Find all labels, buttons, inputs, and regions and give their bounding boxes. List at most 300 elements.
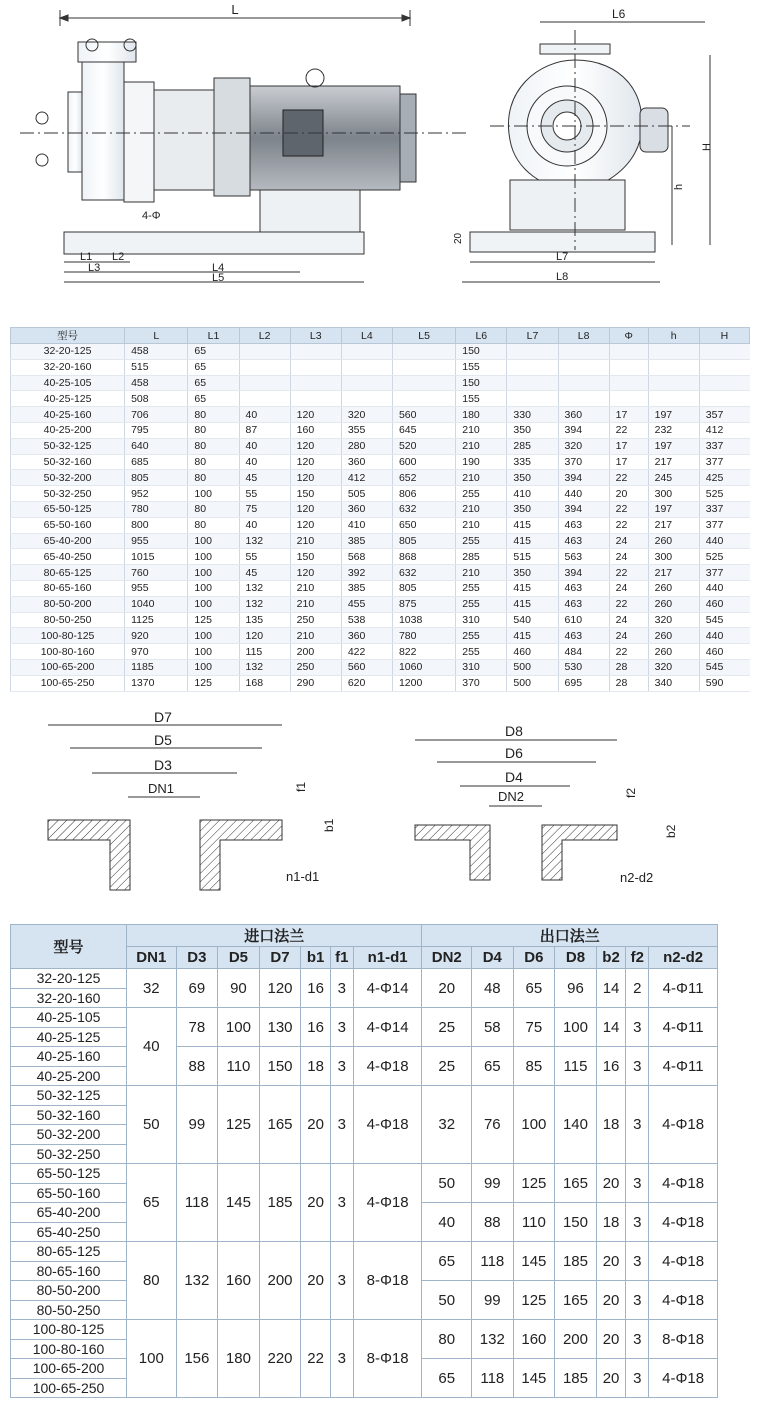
model-cell: 50-32-200 [11,1125,127,1145]
value-cell: 132 [239,533,290,549]
value-cell: 370 [558,454,609,470]
inlet-DN1-cell: 100 [127,1320,177,1398]
value-cell [392,375,455,391]
value-cell: 28 [609,675,648,691]
dim-table-row [11,470,750,486]
outlet-n2d2-cell: 4-Φ11 [649,1047,718,1086]
outlet-D4-cell: 99 [472,1281,514,1320]
inlet-D7-cell: 220 [259,1320,301,1398]
value-cell: 484 [558,644,609,660]
model-cell: 80-50-200 [11,1281,127,1301]
dim-table-row [11,580,750,596]
flange-sub-header-cell: DN1 [127,947,177,969]
value-cell: 55 [239,486,290,502]
value-cell: 415 [507,580,558,596]
value-cell: 385 [341,533,392,549]
model-cell: 65-50-160 [11,517,125,533]
inlet-n1d1-cell: 4-Φ18 [353,1086,422,1164]
value-cell: 335 [507,454,558,470]
value-cell: 100 [188,533,239,549]
inlet-D5-cell: 110 [218,1047,260,1086]
inlet-b1-cell: 16 [301,969,331,1008]
inlet-flange-drawing [48,709,336,890]
inlet-D5-cell: 180 [218,1320,260,1398]
value-cell: 463 [558,628,609,644]
label-D3: D3 [154,757,172,773]
value-cell: 160 [290,422,341,438]
value-cell [558,391,609,407]
flange-sub-header-cell: b1 [301,947,331,969]
value-cell: 22 [609,501,648,517]
value-cell: 260 [648,580,699,596]
inlet-DN1-cell: 65 [127,1164,177,1242]
value-cell [392,344,455,360]
inlet-f1-cell: 3 [330,969,353,1008]
inlet-b1-cell: 22 [301,1320,331,1398]
model-cell: 100-80-160 [11,1339,127,1359]
value-cell: 285 [456,549,507,565]
value-cell: 300 [648,486,699,502]
value-cell [392,391,455,407]
value-cell: 210 [290,596,341,612]
outlet-n2d2-cell: 8-Φ18 [649,1320,718,1359]
label-b2: b2 [664,824,678,838]
value-cell: 260 [648,644,699,660]
label-DN2: DN2 [498,789,525,804]
label-L1: L1 [80,251,93,263]
value-cell: 22 [609,596,648,612]
value-cell: 415 [507,596,558,612]
dim-table-row [11,533,750,549]
outlet-D8-cell: 140 [555,1086,597,1164]
model-cell: 80-65-125 [11,565,125,581]
inlet-D3-cell: 88 [176,1047,218,1086]
outlet-DN2-cell: 50 [422,1281,472,1320]
value-cell [648,391,699,407]
inlet-DN1-cell: 40 [127,1008,177,1086]
value-cell: 706 [125,407,188,423]
label-b1: b1 [322,818,336,832]
value-cell: 377 [699,565,749,581]
flange-sub-header-cell: D3 [176,947,218,969]
value-cell [699,344,749,360]
value-cell: 80 [188,454,239,470]
value-cell [239,375,290,391]
value-cell: 80 [188,438,239,454]
value-cell [609,391,648,407]
value-cell: 530 [558,659,609,675]
value-cell: 65 [188,359,239,375]
dim-table-row [11,644,750,660]
dim-table-row [11,675,750,691]
value-cell [341,344,392,360]
label-L: L [231,2,239,17]
outlet-D6-cell: 145 [513,1242,555,1281]
outlet-n2d2-cell: 4-Φ18 [649,1086,718,1164]
value-cell: 150 [290,549,341,565]
model-cell: 65-40-200 [11,533,125,549]
outlet-D8-cell: 100 [555,1008,597,1047]
value-cell: 197 [648,407,699,423]
outlet-D6-cell: 125 [513,1281,555,1320]
value-cell: 440 [699,533,749,549]
value-cell [558,359,609,375]
flange-table-row [11,1164,718,1184]
dim-header-cell: L8 [558,328,609,344]
value-cell: 955 [125,533,188,549]
value-cell: 875 [392,596,455,612]
dim-header-cell: L [125,328,188,344]
dim-table-row [11,612,750,628]
outlet-D4-cell: 76 [472,1086,514,1164]
value-cell: 210 [456,470,507,486]
value-cell: 360 [341,454,392,470]
value-cell: 500 [507,659,558,675]
model-cell: 100-80-125 [11,628,125,644]
model-cell: 40-25-105 [11,375,125,391]
value-cell: 120 [239,628,290,644]
dim-header-cell: L7 [507,328,558,344]
value-cell: 100 [188,486,239,502]
outlet-D4-cell: 58 [472,1008,514,1047]
value-cell: 210 [290,533,341,549]
pump-drawings [0,0,758,320]
dim-table-row [11,391,750,407]
value-cell: 232 [648,422,699,438]
flange-sub-header-cell: b2 [596,947,626,969]
value-cell: 100 [188,565,239,581]
model-cell: 100-65-250 [11,675,125,691]
value-cell: 685 [125,454,188,470]
flange-table-group-header [11,925,718,947]
value-cell: 210 [456,517,507,533]
value-cell [239,344,290,360]
inlet-f1-cell: 3 [330,1320,353,1398]
value-cell: 320 [648,612,699,628]
value-cell [507,375,558,391]
label-L2: L2 [112,251,125,263]
value-cell: 460 [699,644,749,660]
outlet-D8-cell: 165 [555,1164,597,1203]
dim-header-cell: L2 [239,328,290,344]
value-cell: 285 [507,438,558,454]
value-cell: 197 [648,501,699,517]
value-cell: 40 [239,517,290,533]
value-cell: 360 [558,407,609,423]
inlet-D7-cell: 120 [259,969,301,1008]
value-cell: 340 [648,675,699,691]
model-cell: 32-20-125 [11,344,125,360]
model-cell: 32-20-160 [11,988,127,1008]
outlet-b2-cell: 20 [596,1242,626,1281]
value-cell [290,391,341,407]
value-cell: 610 [558,612,609,628]
value-cell: 377 [699,517,749,533]
label-D8: D8 [505,723,523,739]
value-cell [239,391,290,407]
value-cell: 120 [290,501,341,517]
value-cell: 40 [239,454,290,470]
label-L6: L6 [612,7,626,21]
value-cell: 645 [392,422,455,438]
value-cell: 200 [290,644,341,660]
outlet-D4-cell: 118 [472,1359,514,1398]
outlet-D4-cell: 132 [472,1320,514,1359]
value-cell: 545 [699,612,749,628]
value-cell: 412 [699,422,749,438]
value-cell: 120 [290,517,341,533]
value-cell: 40 [239,438,290,454]
value-cell: 795 [125,422,188,438]
inlet-b1-cell: 20 [301,1242,331,1320]
outlet-DN2-cell: 25 [422,1008,472,1047]
value-cell: 394 [558,470,609,486]
value-cell: 415 [507,628,558,644]
value-cell: 280 [341,438,392,454]
outlet-b2-cell: 20 [596,1164,626,1203]
outlet-D8-cell: 200 [555,1320,597,1359]
dim-table-row [11,359,750,375]
dim-table-row [11,517,750,533]
outlet-f2-cell: 3 [626,1008,649,1047]
value-cell: 255 [456,596,507,612]
model-cell: 65-40-250 [11,549,125,565]
value-cell: 100 [188,644,239,660]
value-cell: 87 [239,422,290,438]
inlet-n1d1-cell: 4-Φ14 [353,1008,422,1047]
value-cell: 100 [188,549,239,565]
value-cell: 920 [125,628,188,644]
dim-table-row [11,659,750,675]
outlet-n2d2-cell: 4-Φ18 [649,1203,718,1242]
value-cell: 255 [456,644,507,660]
value-cell: 410 [341,517,392,533]
value-cell: 463 [558,517,609,533]
value-cell: 17 [609,407,648,423]
value-cell [290,359,341,375]
value-cell [609,375,648,391]
value-cell: 132 [239,596,290,612]
value-cell [507,359,558,375]
value-cell: 80 [188,501,239,517]
value-cell: 640 [125,438,188,454]
outlet-f2-cell: 3 [626,1320,649,1359]
value-cell: 22 [609,517,648,533]
label-4phi: 4-Φ [142,210,161,222]
value-cell: 120 [290,438,341,454]
dim-table-row [11,596,750,612]
outlet-b2-cell: 16 [596,1047,626,1086]
front-view [453,7,713,283]
label-D6: D6 [505,745,523,761]
inlet-f1-cell: 3 [330,1047,353,1086]
value-cell: 780 [392,628,455,644]
value-cell: 135 [239,612,290,628]
value-cell: 350 [507,470,558,486]
model-cell: 50-32-125 [11,1086,127,1106]
value-cell [648,344,699,360]
dim-table-row [11,549,750,565]
outlet-flange-header: 出口法兰 [422,925,718,947]
flange-sub-header-cell: f1 [330,947,353,969]
inlet-b1-cell: 20 [301,1164,331,1242]
value-cell: 952 [125,486,188,502]
value-cell: 355 [341,422,392,438]
value-cell: 150 [456,344,507,360]
value-cell: 100 [188,580,239,596]
value-cell: 20 [609,486,648,502]
outlet-D6-cell: 145 [513,1359,555,1398]
value-cell: 515 [507,549,558,565]
value-cell [558,375,609,391]
outlet-D8-cell: 185 [555,1359,597,1398]
value-cell: 45 [239,565,290,581]
value-cell: 255 [456,533,507,549]
value-cell: 458 [125,375,188,391]
label-f2: f2 [624,787,638,798]
value-cell: 210 [290,580,341,596]
value-cell [699,391,749,407]
value-cell: 250 [290,612,341,628]
value-cell: 155 [456,359,507,375]
value-cell: 22 [609,470,648,486]
outlet-DN2-cell: 25 [422,1047,472,1086]
value-cell: 150 [290,486,341,502]
outlet-b2-cell: 18 [596,1203,626,1242]
outlet-n2d2-cell: 4-Φ18 [649,1281,718,1320]
outlet-D8-cell: 165 [555,1281,597,1320]
outlet-b2-cell: 20 [596,1359,626,1398]
value-cell: 217 [648,517,699,533]
value-cell: 632 [392,501,455,517]
value-cell: 868 [392,549,455,565]
model-cell: 40-25-160 [11,407,125,423]
label-n1d1: n1-d1 [286,869,320,884]
value-cell: 1038 [392,612,455,628]
value-cell: 440 [699,580,749,596]
inlet-f1-cell: 3 [330,1164,353,1242]
inlet-D7-cell: 200 [259,1242,301,1320]
dim-table-row [11,422,750,438]
flange-table-row [11,1242,718,1262]
value-cell: 65 [188,344,239,360]
value-cell: 65 [188,391,239,407]
value-cell: 24 [609,549,648,565]
value-cell: 55 [239,549,290,565]
value-cell [290,375,341,391]
outlet-D8-cell: 150 [555,1203,597,1242]
value-cell: 210 [456,565,507,581]
value-cell: 337 [699,501,749,517]
outlet-n2d2-cell: 4-Φ11 [649,1008,718,1047]
value-cell: 463 [558,580,609,596]
value-cell: 155 [456,391,507,407]
outlet-D4-cell: 99 [472,1164,514,1203]
model-cell: 40-25-160 [11,1047,127,1067]
value-cell: 45 [239,470,290,486]
value-cell: 370 [456,675,507,691]
inlet-n1d1-cell: 8-Φ18 [353,1242,422,1320]
inlet-DN1-cell: 50 [127,1086,177,1164]
value-cell: 520 [392,438,455,454]
value-cell: 310 [456,659,507,675]
value-cell: 500 [507,675,558,691]
model-cell: 65-40-250 [11,1222,127,1242]
outlet-D8-cell: 185 [555,1242,597,1281]
value-cell: 310 [456,612,507,628]
value-cell: 652 [392,470,455,486]
outlet-DN2-cell: 50 [422,1164,472,1203]
outlet-f2-cell: 3 [626,1203,649,1242]
outlet-D4-cell: 88 [472,1203,514,1242]
inlet-f1-cell: 3 [330,1242,353,1320]
value-cell: 360 [341,501,392,517]
value-cell: 217 [648,565,699,581]
value-cell: 210 [290,628,341,644]
outlet-DN2-cell: 65 [422,1242,472,1281]
dim-header-cell: L3 [290,328,341,344]
outlet-n2d2-cell: 4-Φ18 [649,1359,718,1398]
value-cell: 650 [392,517,455,533]
value-cell: 210 [456,438,507,454]
bolt-hole-left-upper [36,112,48,124]
outlet-D6-cell: 125 [513,1164,555,1203]
value-cell: 563 [558,549,609,565]
value-cell: 330 [507,407,558,423]
value-cell: 415 [507,533,558,549]
value-cell: 17 [609,454,648,470]
flange-sub-header-cell: D4 [472,947,514,969]
flange-sub-header-cell: n2-d2 [649,947,718,969]
value-cell [699,375,749,391]
outlet-b2-cell: 20 [596,1281,626,1320]
value-cell: 508 [125,391,188,407]
inlet-D5-cell: 125 [218,1086,260,1164]
value-cell: 255 [456,628,507,644]
dim-table-row [11,375,750,391]
dim-header-cell: 型号 [11,328,125,344]
dim-table-row [11,454,750,470]
model-cell: 40-25-200 [11,1066,127,1086]
inlet-n1d1-cell: 8-Φ18 [353,1320,422,1398]
value-cell: 255 [456,580,507,596]
value-cell: 1185 [125,659,188,675]
outlet-b2-cell: 14 [596,1008,626,1047]
model-cell: 40-25-105 [11,1008,127,1028]
value-cell: 65 [188,375,239,391]
value-cell: 180 [456,407,507,423]
dim-table-row [11,486,750,502]
value-cell: 540 [507,612,558,628]
outlet-DN2-cell: 40 [422,1203,472,1242]
value-cell: 290 [290,675,341,691]
value-cell: 260 [648,628,699,644]
outlet-D4-cell: 65 [472,1047,514,1086]
outlet-D6-cell: 65 [513,969,555,1008]
model-cell: 80-50-250 [11,1300,127,1320]
value-cell: 545 [699,659,749,675]
value-cell: 1040 [125,596,188,612]
value-cell: 80 [188,407,239,423]
value-cell [392,359,455,375]
value-cell: 1015 [125,549,188,565]
label-H: H [701,143,713,151]
value-cell [609,344,648,360]
outlet-f2-cell: 3 [626,1047,649,1086]
inlet-f1-cell: 3 [330,1008,353,1047]
value-cell: 632 [392,565,455,581]
label-L3: L3 [88,262,101,274]
